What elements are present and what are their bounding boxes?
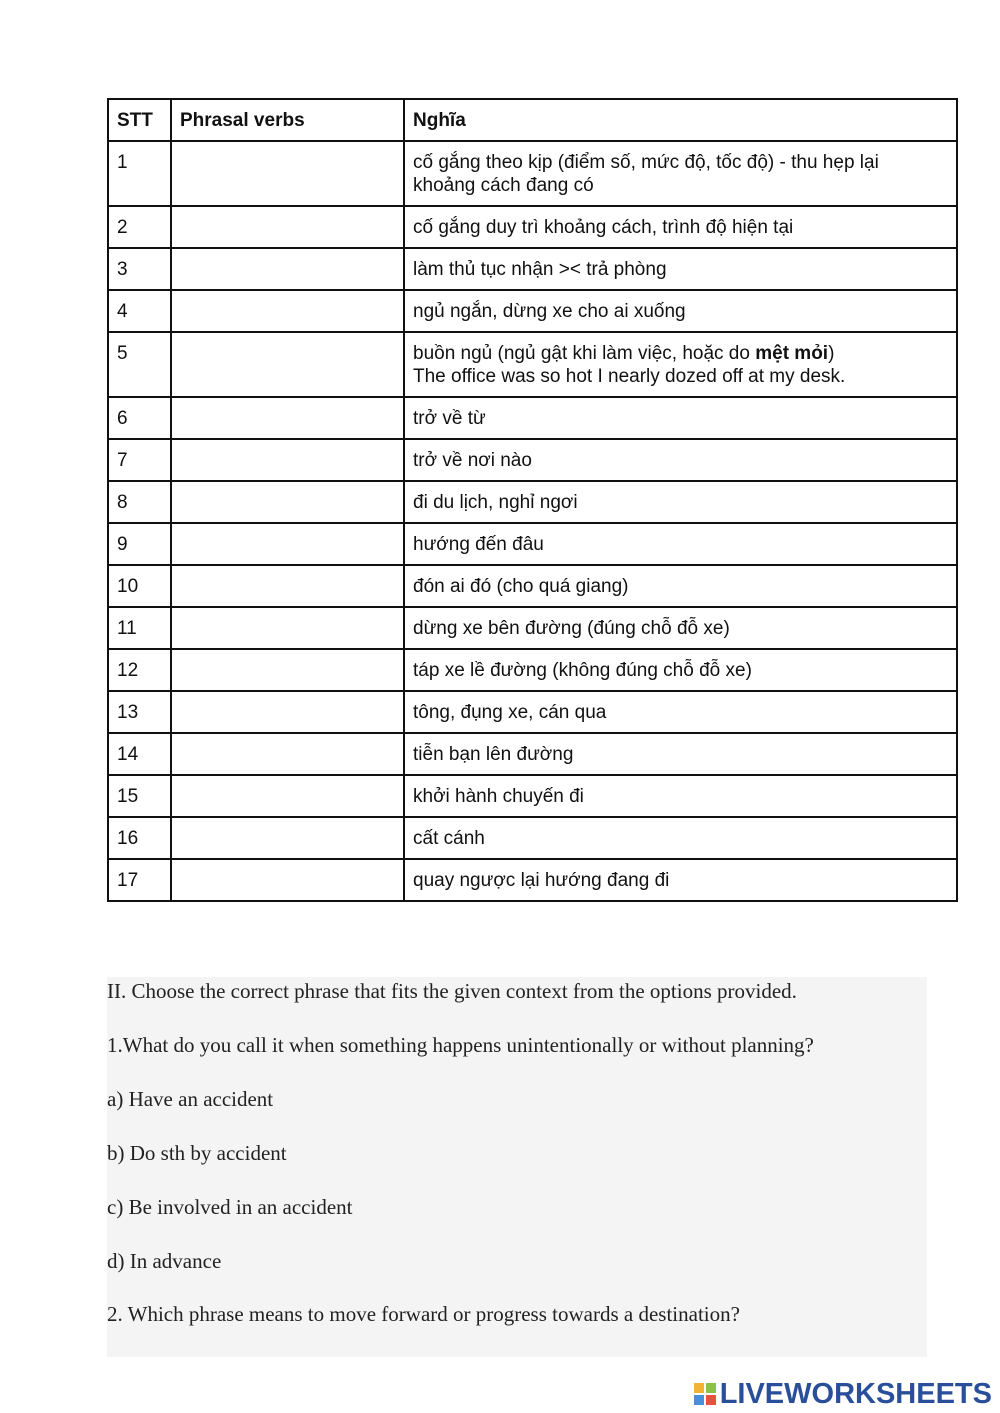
- meaning-cell: [404, 141, 957, 206]
- phrasal-verbs-table: [107, 98, 958, 902]
- meaning-cell: dừng xe bên đường (đúng chỗ đỗ xe): [404, 607, 957, 649]
- table-row: [108, 248, 957, 290]
- row-number: 9: [108, 523, 171, 565]
- meaning-bold-text: mệt mỏi: [755, 343, 829, 364]
- answer-cell[interactable]: [171, 206, 404, 248]
- meaning-cell: [404, 332, 957, 397]
- answer-cell[interactable]: [171, 649, 404, 691]
- table-row: [108, 481, 957, 523]
- meaning-line: [413, 342, 948, 365]
- meaning-cell: hướng đến đâu: [404, 523, 957, 565]
- logo-square: [706, 1383, 716, 1393]
- meaning-cell: đi du lịch, nghỉ ngơi: [404, 481, 957, 523]
- meaning-cell: tông, đụng xe, cán qua: [404, 691, 957, 733]
- answer-cell[interactable]: [171, 565, 404, 607]
- answer-cell[interactable]: [171, 775, 404, 817]
- logo-text: LIVEWORKSHEETS: [719, 1377, 992, 1410]
- meaning-cell: khởi hành chuyến đi: [404, 775, 957, 817]
- answer-cell[interactable]: [171, 248, 404, 290]
- logo-squares-icon: [694, 1383, 716, 1405]
- table-row: [108, 141, 957, 206]
- answer-cell[interactable]: [171, 141, 404, 206]
- answer-cell[interactable]: [171, 523, 404, 565]
- row-number: 12: [108, 649, 171, 691]
- row-number: 13: [108, 691, 171, 733]
- header-stt: STT: [108, 99, 171, 141]
- row-number: 6: [108, 397, 171, 439]
- answer-cell[interactable]: [171, 332, 404, 397]
- table-row: [108, 565, 957, 607]
- option-d[interactable]: d) In advance: [107, 1249, 222, 1273]
- row-number: 2: [108, 206, 171, 248]
- row-number: 8: [108, 481, 171, 523]
- option-b[interactable]: b) Do sth by accident: [107, 1141, 287, 1165]
- answer-cell[interactable]: [171, 481, 404, 523]
- meaning-cell: cố gắng duy trì khoảng cách, trình độ hiện tại: [404, 206, 957, 248]
- meaning-line: khoảng cách đang có: [413, 175, 594, 196]
- meaning-cell: cất cánh: [404, 817, 957, 859]
- table-header-row: [108, 99, 957, 141]
- table-row: [108, 817, 957, 859]
- table-row: [108, 649, 957, 691]
- table-row: [108, 397, 957, 439]
- header-phrasal-verbs: Phrasal verbs: [171, 99, 404, 141]
- meaning-text: ): [828, 343, 835, 364]
- row-number: 5: [108, 332, 171, 397]
- meaning-cell: trở về nơi nào: [404, 439, 957, 481]
- liveworksheets-logo: [694, 1378, 992, 1410]
- option-c[interactable]: c) Be involved in an accident: [107, 1195, 353, 1219]
- row-number: 1: [108, 141, 171, 206]
- question-1: 1.What do you call it when something happens unintentionally or without planning?: [107, 1033, 814, 1057]
- answer-cell[interactable]: [171, 439, 404, 481]
- row-number: 4: [108, 290, 171, 332]
- meaning-cell: táp xe lề đường (không đúng chỗ đỗ xe): [404, 649, 957, 691]
- row-number: 16: [108, 817, 171, 859]
- table-row: [108, 290, 957, 332]
- question-2: 2. Which phrase means to move forward or progress towards a destination?: [107, 1302, 740, 1326]
- table-row: [108, 859, 957, 901]
- table-row: [108, 439, 957, 481]
- answer-cell[interactable]: [171, 290, 404, 332]
- answer-cell[interactable]: [171, 859, 404, 901]
- answer-cell[interactable]: [171, 733, 404, 775]
- answer-cell[interactable]: [171, 397, 404, 439]
- row-number: 7: [108, 439, 171, 481]
- table-row: [108, 607, 957, 649]
- logo-square: [694, 1395, 704, 1405]
- logo-square: [706, 1395, 716, 1405]
- table-row: [108, 733, 957, 775]
- table-row: [108, 523, 957, 565]
- table-row: [108, 332, 957, 397]
- meaning-cell: làm thủ tục nhận >< trả phòng: [404, 248, 957, 290]
- row-number: 3: [108, 248, 171, 290]
- meaning-cell: quay ngược lại hướng đang đi: [404, 859, 957, 901]
- table-row: [108, 206, 957, 248]
- answer-cell[interactable]: [171, 691, 404, 733]
- section-instruction: II. Choose the correct phrase that fits the given context from the options provided.: [107, 979, 797, 1003]
- meaning-cell: tiễn bạn lên đường: [404, 733, 957, 775]
- table-row: [108, 775, 957, 817]
- row-number: 11: [108, 607, 171, 649]
- meaning-cell: ngủ ngắn, dừng xe cho ai xuống: [404, 290, 957, 332]
- row-number: 15: [108, 775, 171, 817]
- header-meaning: Nghĩa: [404, 99, 957, 141]
- row-number: 14: [108, 733, 171, 775]
- option-a[interactable]: a) Have an accident: [107, 1087, 274, 1111]
- row-number: 10: [108, 565, 171, 607]
- answer-cell[interactable]: [171, 817, 404, 859]
- answer-cell[interactable]: [171, 607, 404, 649]
- multiple-choice-section: [107, 977, 927, 1357]
- logo-square: [694, 1383, 704, 1393]
- example-sentence: The office was so hot I nearly dozed off at my desk.: [413, 366, 846, 387]
- meaning-cell: trở về từ: [404, 397, 957, 439]
- meaning-text: buồn ngủ (ngủ gật khi làm việc, hoặc do: [413, 343, 756, 364]
- table-row: [108, 691, 957, 733]
- meaning-cell: đón ai đó (cho quá giang): [404, 565, 957, 607]
- meaning-line: cố gắng theo kịp (điểm số, mức độ, tốc độ) - thu hẹp lại: [413, 152, 879, 173]
- row-number: 17: [108, 859, 171, 901]
